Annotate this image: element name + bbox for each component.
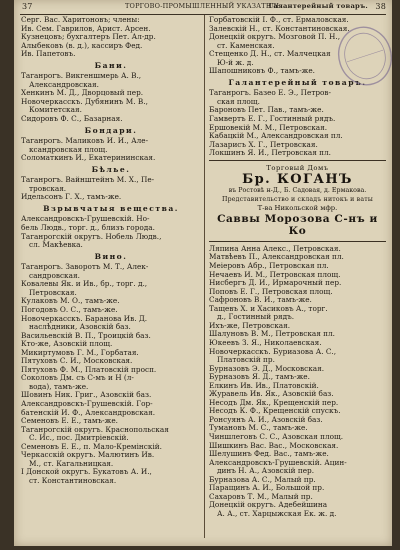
directory-entry-line: Сидоровъ Ф. С., Базарная. <box>21 115 123 124</box>
directory-entry-line: Семеновъ Е. Е., тамъ-же. <box>21 417 118 426</box>
directory-entry-line: Ершовекій М. М., Петровская. <box>209 123 328 132</box>
directory-entry-line: наслѣдники, Азовскій баз. <box>29 323 131 332</box>
directory-entry-line: А. А., ст. Харцыжская Ек. ж. д. <box>217 509 337 518</box>
directory-entry-line: тровская. <box>29 184 67 193</box>
directory-entry-line: Стещенко Д. Н., ст. Малчецкая <box>209 50 331 59</box>
directory-entry-line: Черкасскій округъ. Малютинъ Ив. <box>21 451 155 460</box>
directory-entry-line: Донецкій округъ. Адебейшина <box>209 501 328 510</box>
directory-entry-line: Микиртумовъ Г. М., Горбатая. <box>21 348 139 357</box>
directory-entry-line: динъ Н. А., Азовскій пер. <box>217 467 315 476</box>
directory-entry-line: Ив. Папетовъ. <box>21 50 76 59</box>
directory-entry-line: Матвѣевъ П., Александровская пл. <box>209 253 344 262</box>
directory-entry-line: Ихъ-же, Петровская. <box>209 321 291 330</box>
running-title: ТОРГОВО-ПРОМЫШЛЕННЫЙ УКАЗАТЕЛЬ <box>125 2 281 10</box>
directory-entry-line: Таганрогъ. Викгеншмерь А. В., <box>21 72 142 81</box>
directory-entry-line: Соломаткинъ И., Екатерининская. <box>21 154 156 163</box>
column-divider <box>204 15 205 538</box>
directory-entry-line: Ив. Сем. Гаврилов, Арист. Арсен. <box>21 24 151 33</box>
section-heading: Вино. <box>94 252 128 261</box>
directory-entry-line: Александровскъ-Грушевскій. Ацин- <box>209 458 347 467</box>
directory-entry-line: Комитетская. <box>29 106 82 115</box>
section-heading: Бѣлье. <box>91 165 131 174</box>
directory-entry-line: Серг. Вас. Харитоновъ; члены: <box>21 16 140 24</box>
directory-entry-line: Алыбековъ (в. д.), кассиръ Фед. <box>21 41 143 50</box>
directory-entry-line: Таганрогъ. Маликовъ И. И., Але- <box>21 137 149 146</box>
directory-entry-line: Юкеевъ З. Я., Николаевская. <box>209 338 322 347</box>
directory-entry-line: Александровскъ-Грушевскій. Но- <box>21 215 150 224</box>
directory-entry-line: Кабацкій М., Александровская пл. <box>209 132 343 141</box>
directory-entry-line: Сафроновъ В. И., тамъ-же. <box>209 296 312 305</box>
directory-entry-line: Ронсуянъ А. И., Азовскій баз. <box>209 415 323 424</box>
section-heading: Бондари. <box>84 126 138 135</box>
directory-entry-line: Несодъ Дм. Як., Крещенскій пер. <box>209 398 339 407</box>
directory-entry-line: Паращинъ А. И., Большой пр. <box>209 484 325 493</box>
directory-entry-line: вода), тамъ-же. <box>29 382 89 391</box>
directory-entry-line: С. Ис., пос. Дмитріевскій. <box>29 434 129 443</box>
directory-entry-line: д., Гостинный рядъ. <box>217 313 295 322</box>
directory-entry-line: Тумановъ М. С., тамъ-же. <box>209 424 308 433</box>
directory-entry-line: Донецкій округъ. Мозговой П. Н., <box>209 33 341 42</box>
directory-entry-line: Таганрогскій округъ. Нобель Людв., <box>21 232 162 241</box>
directory-entry-line: Таганрогъ. Базео Е. Э., Петров- <box>209 89 332 98</box>
directory-entry-line: бель Людв., торг. д., близъ города. <box>21 224 155 233</box>
ad-line-trade-house: Торговый Домъ <box>266 163 329 172</box>
ad-company-name: Бр. КОГАНЪ <box>242 172 353 188</box>
book-page <box>14 0 392 546</box>
directory-entry-line: I Донской округъ. Букатовъ А. И., <box>21 468 152 477</box>
directory-entry-line: Нисбергъ Д. И., Ирмарочный пер. <box>209 279 342 288</box>
section-heading: Взрывчатыя вещества. <box>43 204 179 213</box>
directory-entry-line: Новочеркасскъ. Дубянинъ М. В., <box>21 97 148 106</box>
directory-entry-line: Ю-й ж. д. <box>217 58 254 67</box>
directory-entry-line: Васильевскій В. П., Троицкій баз. <box>21 331 151 340</box>
directory-entry-line: Журавель Ив. Як., Азовскій баз. <box>209 390 334 399</box>
directory-entry-line: Гамвертъ Е. Г., Гостинный рядъ. <box>209 115 336 124</box>
directory-entry-line: Пятуховъ Ф. М., Платовскій просп. <box>21 365 157 374</box>
directory-entry-line: Нечаевъ И. М., Петровская площ. <box>209 270 341 279</box>
directory-entry-line: ксандровская площ. <box>29 145 108 154</box>
directory-entry-line: Соколовъ Дм. съ С-мъ и Н (л- <box>21 374 134 383</box>
directory-entry-line: Залевскій Н., ст. Константиновская. <box>209 24 350 33</box>
directory-entry-line: Бароновъ Пет. Пав., тамъ-же. <box>209 106 324 115</box>
directory-entry-line: Чиншлеговъ С. С., Азовская площ. <box>209 432 344 441</box>
directory-entry-line: Шовинъ Ник. Григ., Азовскій баз. <box>21 391 152 400</box>
ad-rule-bottom <box>209 241 386 242</box>
section-heading-galantereya: Галантерейный товаръ. <box>228 78 367 87</box>
directory-entry-line: Хенкинъ М. Д., Дворцовый пер. <box>21 89 144 98</box>
directory-entry-line: ст. Каменская. <box>217 41 275 50</box>
directory-entry-line: Елкинъ Ив. Ив., Платовскій. <box>209 381 319 390</box>
directory-entry-line: Александровскъ-Грушевскій. Гор- <box>21 399 153 408</box>
ad-partnership: Т-ва Никольской мфр. <box>257 204 338 213</box>
header-rule <box>20 14 386 15</box>
directory-entry-line: Ляпина Анна Алекс., Петровская. <box>209 244 341 253</box>
directory-entry-line: Пятуховъ С. И., Московская. <box>21 357 133 366</box>
directory-entry-line: Шапошниковъ Ф., тамъ-же. <box>209 67 316 76</box>
directory-entry-line: Тащевъ X. и Хасиковъ А., торг. <box>209 304 328 313</box>
directory-entry-line: Идельсонъ Г. Х., тамъ-же. <box>21 193 122 202</box>
directory-entry-line: Петровская. <box>29 288 77 297</box>
directory-entry-line: Шалуновъ В. М., Петровская пл. <box>209 330 335 339</box>
directory-entry-line: Погодовъ О. С., тамъ-же. <box>21 305 118 314</box>
directory-entry-line: Платовскій пр. <box>217 356 275 365</box>
advertisement-block <box>209 164 386 237</box>
section-title: Галантерейный товаръ. <box>268 2 368 10</box>
ad-representation: Представительство и складъ нитокъ и ваты <box>222 195 373 203</box>
directory-entry-line: батенскій И. Ф., Александровская. <box>21 408 156 417</box>
directory-entry-line: Новочеркасскъ. Баранова Ив. Д. <box>21 314 148 323</box>
right-bottom-entries <box>209 245 386 519</box>
directory-entry-line: Бурназовъ Э. Д., Московская. <box>209 364 325 373</box>
directory-entry-line: Таганрогъ. Вайнштейнъ М. Х., Пе- <box>21 176 155 185</box>
ad-rule-top <box>209 160 386 161</box>
ad-manufacturer: Саввы Морозова С-нъ и Ко <box>217 212 378 237</box>
directory-entry-line: Бурназовъ Я. Д., тамъ-же. <box>209 373 310 382</box>
left-page-number: 37 <box>22 2 33 11</box>
directory-entry-line: Шишкинъ Вас. Вас., Московская. <box>209 441 339 450</box>
right-mid-entries <box>209 89 386 157</box>
directory-entry-line: Локшинъ Я. И., Петровская пл. <box>209 149 331 158</box>
directory-entry-line: Бурназова А. С., Малый пр. <box>209 475 316 484</box>
directory-entry-line: Кузнецовъ; бухгалтеръ Пет. Ал-др. <box>21 33 156 42</box>
directory-entry-line: Новочеркасскъ. Буриазова А. С., <box>209 347 337 356</box>
directory-entry-line: Семеновъ Е. Е., п. Мало-Кремінскій. <box>21 442 162 451</box>
directory-entry-line: Шелушинъ Фед. Вас., тамъ-же. <box>209 450 329 459</box>
directory-entry-line: сандровская. <box>29 271 80 280</box>
directory-entry-line: Меіеровъ Абр., Петровская пл. <box>209 262 329 271</box>
directory-entry-line: ст. Константиновская. <box>29 476 117 485</box>
directory-entry-line: Ковалевы Як. и Ив., бр., торг. д., <box>21 280 148 289</box>
directory-entry-line: ская площ. <box>217 97 260 106</box>
directory-entry-line: Кто-же, Азовскій площ. <box>21 340 113 349</box>
directory-entry-line: Несодъ К. Ф., Крещенскій спускъ. <box>209 407 341 416</box>
directory-entry-line: М., ст. Кагальницкая. <box>29 459 114 468</box>
right-page-number: 38 <box>375 2 386 11</box>
directory-entry-line: Александровская. <box>29 80 99 89</box>
directory-entry-line: Таганрогъ. Заворотъ М. Т., Алек- <box>21 263 149 272</box>
left-column <box>21 16 201 485</box>
directory-entry-line: сл. Макѣевка. <box>29 241 83 250</box>
ad-address: въ Ростовѣ н-Д., Б. Садовая, д. Ермакова. <box>228 187 367 195</box>
directory-entry-line: Лазарисъ X. Г., Петровская. <box>209 140 318 149</box>
directory-entry-line: Поповъ Е. Г., Петровская площ. <box>209 287 333 296</box>
directory-entry-line: Горбатовскій I. Ф., ст. Ермаловская. <box>209 16 349 24</box>
directory-entry-line: Кулаковъ М. О., тамъ-же. <box>21 297 120 306</box>
directory-entry-line: Сахаровъ Т. М., Малый пр. <box>209 492 313 501</box>
section-heading: Бани. <box>94 61 128 70</box>
directory-entry-line: Таганрогскій округъ. Краснопольская <box>21 425 169 434</box>
